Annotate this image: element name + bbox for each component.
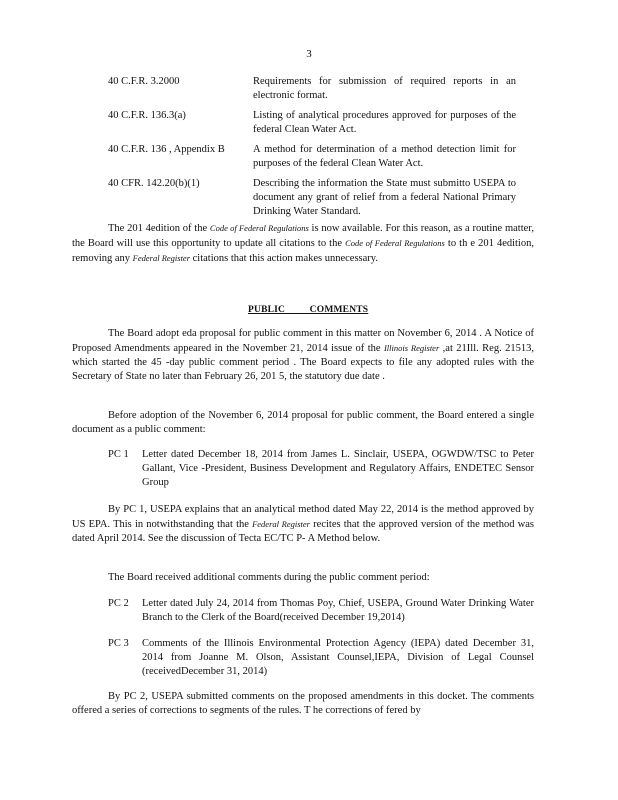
cfr-citation: 40 C.F.R. 136 , Appendix B xyxy=(108,144,225,155)
paragraph-before-adoption: Before adoption of the November 6, 2014 proposal for public comment, the Board entered a single document as a public comment: xyxy=(72,410,534,435)
pc-label: PC 1 xyxy=(108,449,129,460)
cfr-citation: 40 C.F.R. 136.3(a) xyxy=(108,110,186,121)
cfr-citation-table xyxy=(108,75,516,225)
cfr-row xyxy=(108,177,516,219)
paragraph-pc2-discussion: By PC 2, USEPA submitted comments on the proposed amendments in this docket. The comments offered a series of corrections to segments of the rules. T he corrections of fered by xyxy=(72,691,534,716)
cfr-description: Listing of analytical procedures approved for purposes of the federal Clean Water Act. xyxy=(253,110,516,135)
pc-text: Letter dated December 18, 2014 from James L. Sinclair, USEPA, OGWDW/TSC to Peter Gallant, Vice -President, Business Development and Regulatory Affairs, ENDETEC Sensor Group xyxy=(142,449,534,488)
cfr-row xyxy=(108,109,516,137)
paragraph-additional-comments: The Board received additional comments during the public comment period: xyxy=(108,572,430,583)
public-comment-3 xyxy=(108,637,534,679)
cfr-citation: 40 CFR. 142.20(b)(1) xyxy=(108,178,200,189)
pc-text: Comments of the Illinois Environmental Protection Agency (IEPA) dated December 31, 2014 from Joanne M. Olson, Assistant Counsel,IEPA, Division of Legal Counsel (receivedDecember 31, 2014) xyxy=(142,638,534,677)
cfr-description: A method for determination of a method detection limit for purposes of the federal Clean Water Act. xyxy=(253,144,516,169)
pc-label: PC 2 xyxy=(108,598,129,609)
paragraph-edition: The 201 4edition of the Code of Federal Regulations is now available. For this reason, as a routine matter, the Board will use this opportunity to update all citations to the Code of Federal Regulations to th e 201 4edition, removing any Federal Register citations that this action makes unnecessary. xyxy=(72,223,535,264)
cfr-citation: 40 C.F.R. 3.2000 xyxy=(108,76,180,87)
cfr-description: Describing the information the State must submitto USEPA to document any grant of relief from a federal National Primary Drinking Water Standard. xyxy=(253,178,516,217)
section-heading: PUBLIC COMMENTS xyxy=(248,305,369,315)
cfr-description: Requirements for submission of required reports in an electronic format. xyxy=(253,76,516,101)
public-comment-1 xyxy=(108,448,534,490)
paragraph-pc1-discussion: By PC 1, USEPA explains that an analytical method dated May 22, 2014 is the method approved by US EPA. This in notwithstanding that the Federal Register recites that the approved version of the method was dated April 2014. See the discussion of Tecta EC/TC P- A Method below. xyxy=(72,504,534,544)
public-comment-2 xyxy=(108,597,534,625)
pc-text: Letter dated July 24, 2014 from Thomas Poy, Chief, USEPA, Ground Water Drinking Water Branch to the Clerk of the Board(received December 19,2014) xyxy=(142,598,534,623)
paragraph-notice: The Board adopt eda proposal for public comment in this matter on November 6, 2014 . A Notice of Proposed Amendments appeared in the November 21, 2014 issue of the Illinois Register ,at 21Ill. Reg. 21513, which started the 45 -day public comment period . The Board expects to file any adopted rules with the Secretary of State no later than February 26, 201 5, the statutory due date . xyxy=(72,328,534,382)
pc-label: PC 3 xyxy=(108,638,129,649)
cfr-row xyxy=(108,75,516,103)
cfr-row xyxy=(108,143,516,171)
page-number: 3 xyxy=(306,48,312,60)
